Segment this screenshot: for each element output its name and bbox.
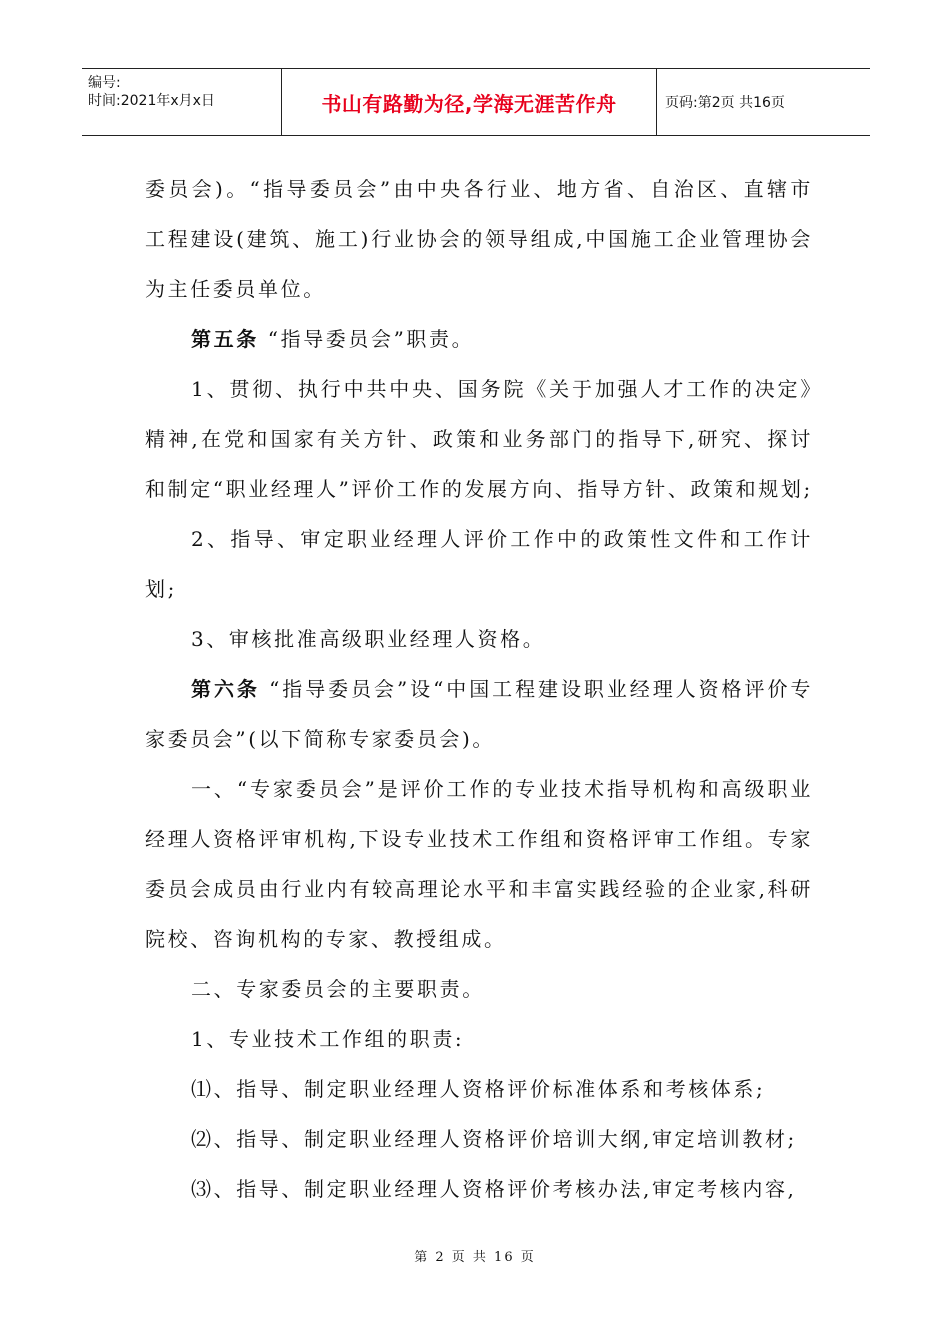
article-6-heading [145,664,813,764]
header-meta-cell [82,69,282,135]
header-motto: 书山有路勤为径,学海无涯苦作舟 [321,91,617,116]
article-5-item-2: 2、指导、审定职业经理人评价工作中的政策性文件和工作计划; [145,527,813,601]
document-time-label: 时间:2021年x月x日 [88,93,215,109]
article-5-title: “指导委员会”职责。 [258,327,475,351]
article-6-number: 第六条 [191,677,260,701]
article-6-section-1: 一、“专家委员会”是评价工作的专业技术指导机构和高级职业经理人资格评审机构,下设专业技术工作组和资格评审工作组。专家委员会成员由行业内有较高理论水平和丰富实践经验的企业家,科研院校、咨询机构的专家、教授组成。 [145,777,813,951]
document-body [145,164,813,1214]
article-5-number: 第五条 [191,327,259,351]
page-footer: 第 2 页 共 16 页 [414,1250,536,1265]
article-5-heading [145,314,813,364]
article-6-text: “指导委员会”设“中国工程建设职业经理人资格评价专家委员会”(以下简称专家委员会)。 [145,677,813,751]
article-5-item-3: 3、审核批准高级职业经理人资格。 [191,627,546,651]
working-group-duties-heading: 1、专业技术工作组的职责: [191,1027,465,1051]
page-header [82,68,870,136]
article-5-item-1: 1、贯彻、执行中共中央、国务院《关于加强人才工作的决定》精神,在党和国家有关方针、政策和业务部门的指导下,研究、探讨和制定“职业经理人”评价工作的发展方向、指导方针、政策和规划; [145,377,813,501]
working-group-duty-1: ⑴、指导、制定职业经理人资格评价标准体系和考核体系; [191,1077,766,1101]
article-6-section-2: 二、专家委员会的主要职责。 [191,977,485,1001]
header-page-cell [657,69,870,135]
working-group-duty-2: ⑵、指导、制定职业经理人资格评价培训大纲,审定培训教材; [191,1127,797,1151]
working-group-duty-3: ⑶、指导、制定职业经理人资格评价考核办法,审定考核内容, [191,1177,797,1201]
header-page-info: 页码:第2页 共16页 [665,95,785,111]
document-number-label: 编号: [88,75,121,91]
paragraph-committee-composition: 委员会)。“指导委员会”由中央各行业、地方省、自治区、直辖市工程建设(建筑、施工)行业协会的领导组成,中国施工企业管理协会为主任委员单位。 [145,177,813,301]
header-motto-cell [282,69,657,135]
